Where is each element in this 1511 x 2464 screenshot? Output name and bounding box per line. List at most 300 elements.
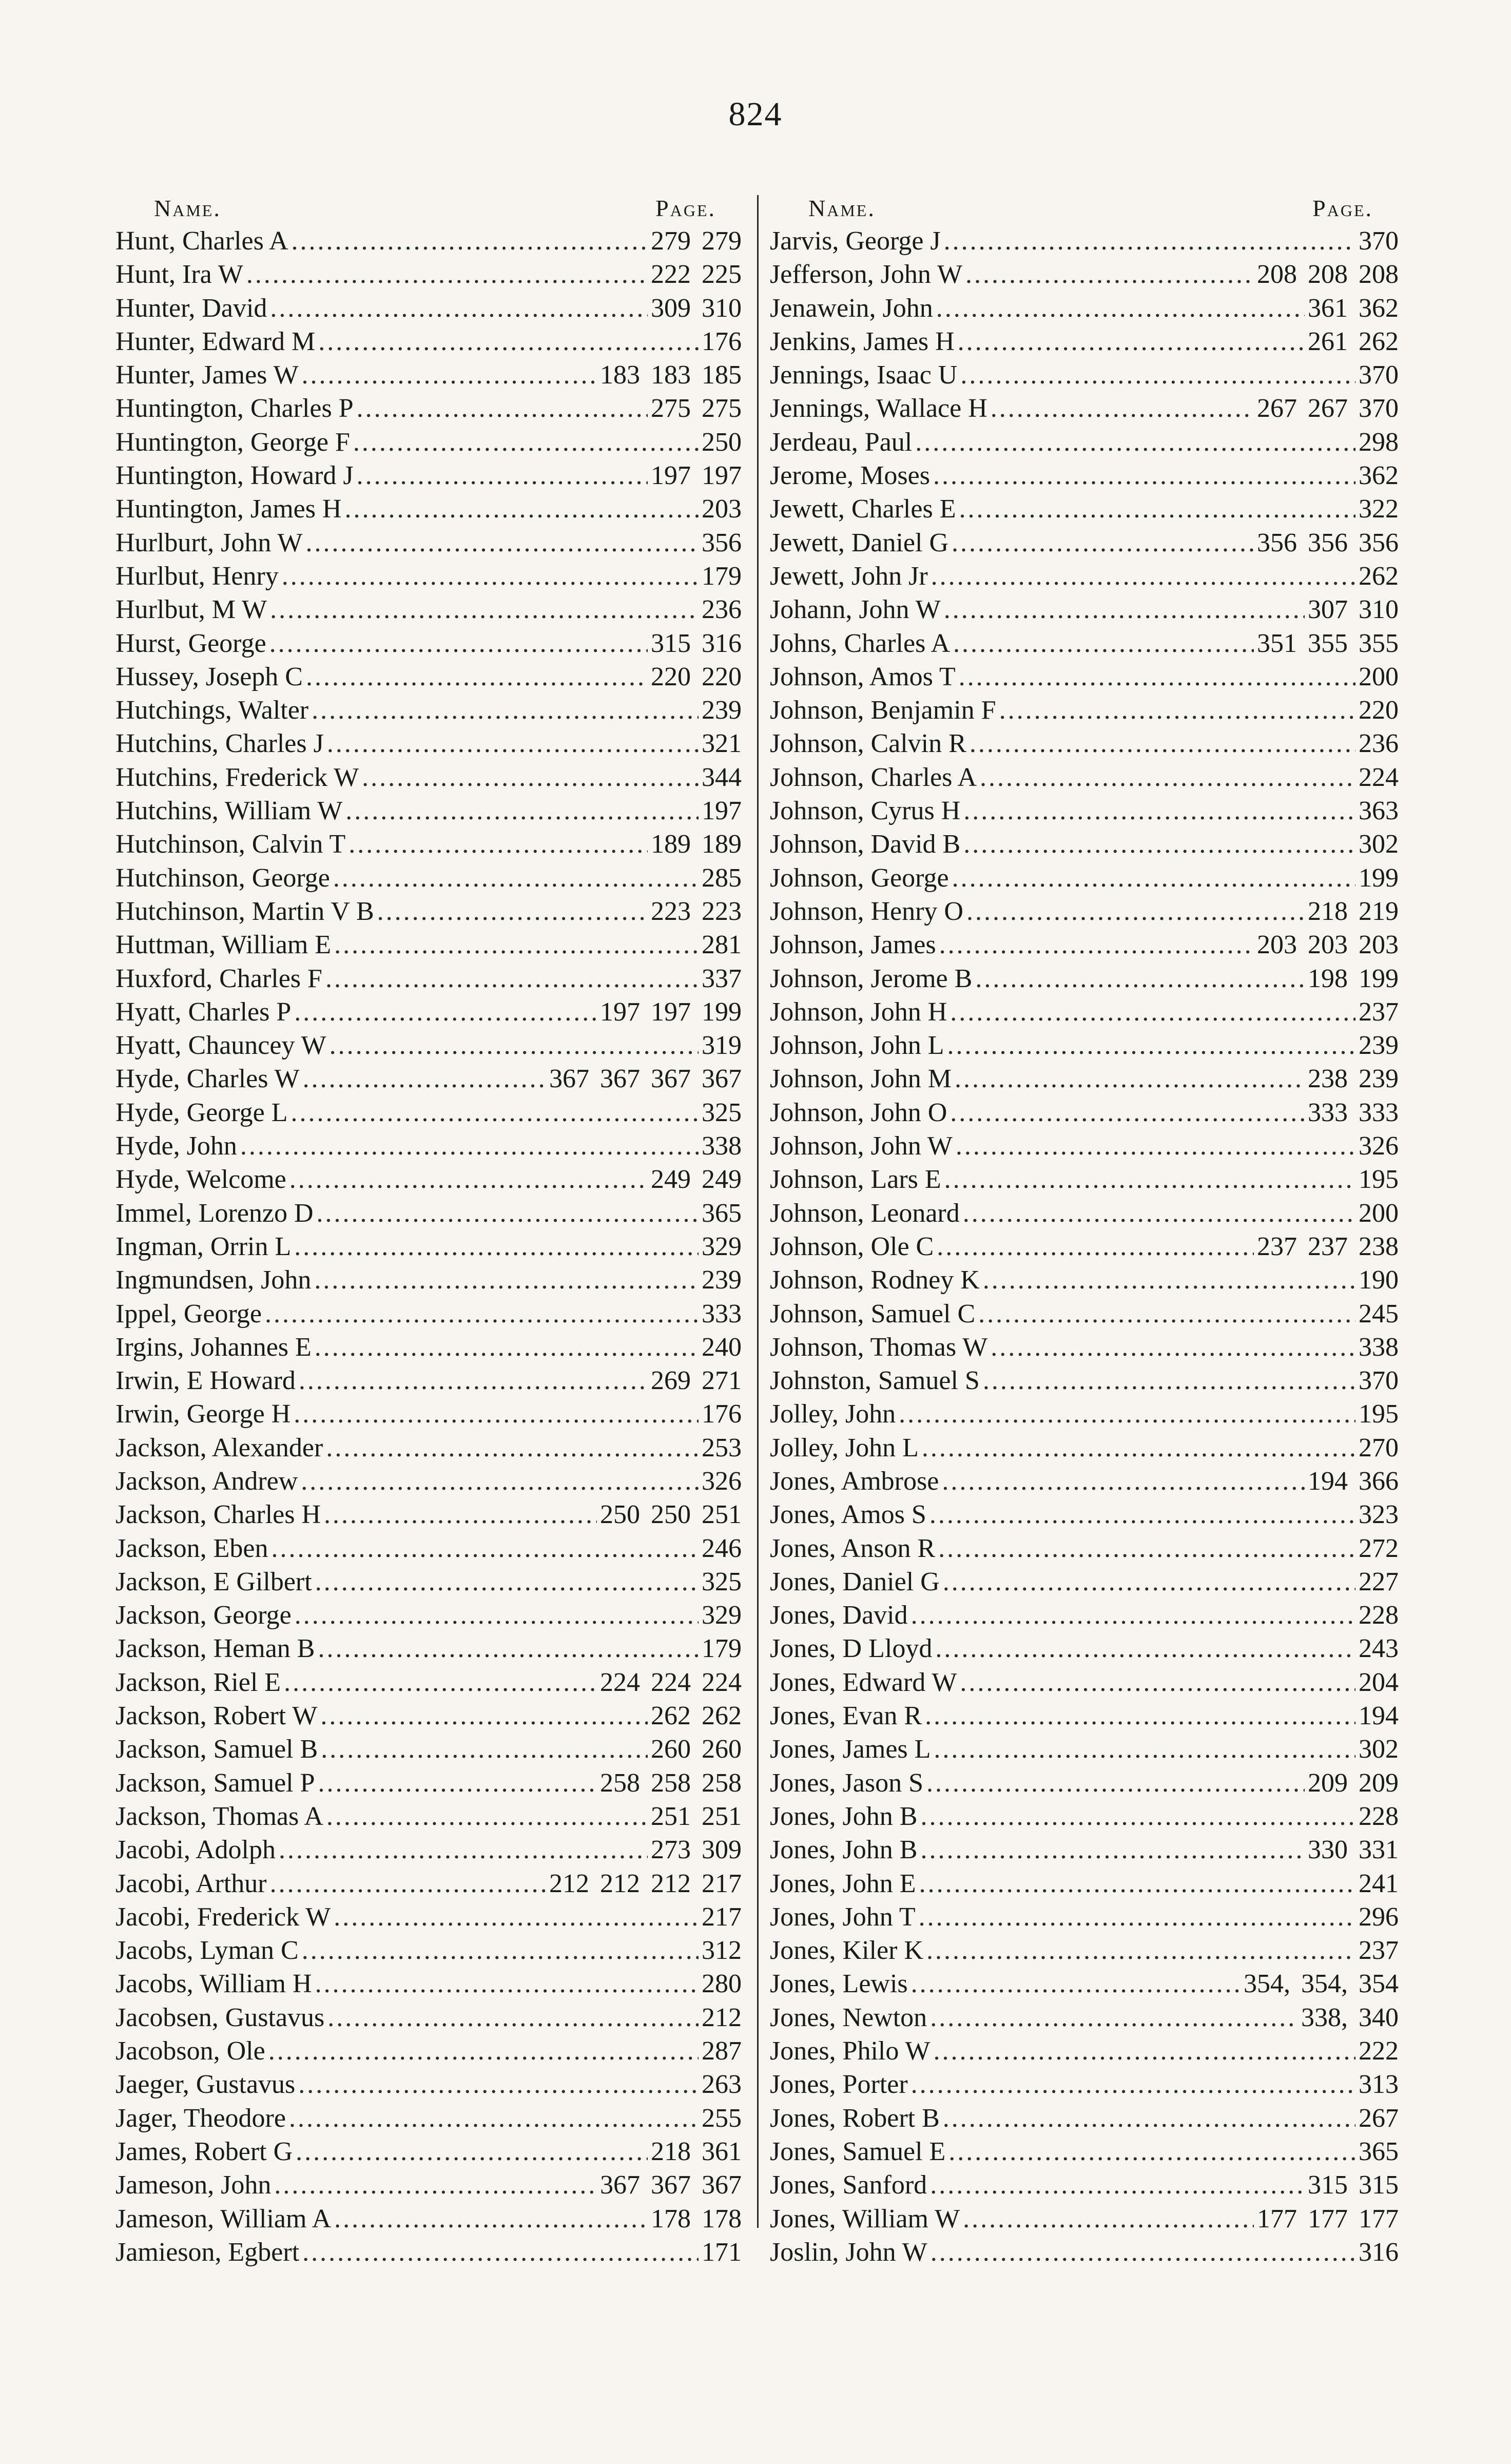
- entry-name: Jackson, George: [115, 1601, 292, 1630]
- index-entry: [770, 1532, 1399, 1565]
- index-entry: [115, 660, 742, 694]
- entry-pages: 194: [1359, 1701, 1399, 1731]
- index-entry: [770, 459, 1399, 492]
- entry-name: Johnson, John H: [770, 997, 947, 1027]
- index-entry: [115, 1900, 742, 1934]
- entry-pages: 312: [702, 1936, 742, 1966]
- entry-name: Jenkins, James H: [770, 326, 955, 356]
- dot-leader: [944, 224, 1355, 258]
- index-entry: [770, 1599, 1399, 1632]
- entry-name: Huntington, Howard J: [115, 461, 354, 491]
- index-entry: [770, 2068, 1399, 2101]
- index-entry: [770, 2001, 1399, 2034]
- entry-pages: 363: [1359, 796, 1399, 826]
- dot-leader: [357, 392, 648, 425]
- entry-name: Jacobi, Frederick W: [115, 1902, 331, 1932]
- entry-name: Hutchins, William W: [115, 796, 343, 826]
- entry-name: Johnson, Lars E: [770, 1165, 941, 1195]
- entry-name: Johnson, Samuel C: [770, 1299, 976, 1329]
- entry-pages: 218 219: [1308, 896, 1399, 926]
- dot-leader: [324, 1498, 597, 1531]
- entry-name: Huntington, George F: [115, 427, 350, 457]
- dot-leader: [975, 962, 1305, 995]
- index-entry: [115, 1062, 742, 1095]
- entry-name: Jones, Sanford: [770, 2170, 927, 2200]
- dot-leader: [320, 1699, 648, 1732]
- entry-pages: 296: [1359, 1902, 1399, 1932]
- entry-name: Jones, Philo W: [770, 2036, 931, 2066]
- entry-pages: 370: [1359, 1366, 1399, 1396]
- dot-leader: [963, 2202, 1254, 2236]
- index-entry: [770, 1867, 1399, 1900]
- index-entry: [770, 1666, 1399, 1699]
- entry-name: Immel, Lorenzo D: [115, 1198, 314, 1228]
- index-entry: [115, 459, 742, 492]
- index-entry: [770, 1062, 1399, 1095]
- entry-name: Jackson, Samuel P: [115, 1768, 315, 1798]
- dot-leader: [326, 1431, 699, 1465]
- entry-pages: 270: [1359, 1433, 1399, 1462]
- entry-pages: 203 203 203: [1257, 930, 1399, 960]
- index-entry: [770, 2168, 1399, 2202]
- dot-leader: [934, 2034, 1355, 2068]
- index-entry: [770, 1364, 1399, 1397]
- dot-leader: [931, 560, 1355, 593]
- entry-pages: 344: [702, 762, 742, 792]
- dot-leader: [925, 1699, 1355, 1732]
- dot-leader: [312, 694, 699, 727]
- entry-name: Jewett, Daniel G: [770, 528, 949, 557]
- entry-pages: 200: [1359, 1198, 1399, 1228]
- entry-pages: 209 209: [1308, 1768, 1399, 1798]
- entry-name: Jones, Newton: [770, 2003, 927, 2032]
- entry-name: Ingmundsen, John: [115, 1265, 312, 1295]
- entry-name: Jefferson, John W: [770, 260, 963, 290]
- entry-pages: 239: [702, 1265, 742, 1295]
- index-entry: [770, 292, 1399, 325]
- dot-leader: [952, 526, 1254, 560]
- entry-name: Jones, Porter: [770, 2070, 908, 2100]
- entry-pages: 200: [1359, 662, 1399, 691]
- entry-name: Hyde, John: [115, 1131, 237, 1161]
- entry-name: Hutchinson, George: [115, 863, 330, 893]
- index-entry: [115, 593, 742, 626]
- entry-name: Jones, John E: [770, 1869, 916, 1898]
- dot-leader: [357, 459, 648, 492]
- dot-leader: [943, 2102, 1355, 2135]
- dot-leader: [294, 995, 597, 1029]
- entry-name: Huntington, Charles P: [115, 394, 354, 424]
- entry-pages: 273 309: [651, 1835, 742, 1865]
- entry-name: Hutchins, Charles J: [115, 729, 324, 759]
- index-entry: [770, 2102, 1399, 2135]
- index-entry: [115, 492, 742, 526]
- index-entry: [770, 392, 1399, 425]
- entry-pages: 354, 354, 354: [1244, 1969, 1399, 1999]
- entry-name: Jacobson, Ole: [115, 2036, 265, 2066]
- index-entry: [115, 1364, 742, 1397]
- dot-leader: [963, 1197, 1355, 1230]
- index-entry: [115, 1632, 742, 1665]
- index-entry: [115, 1766, 742, 1800]
- entry-name: Jolley, John L: [770, 1433, 919, 1462]
- entry-pages: 302: [1359, 830, 1399, 859]
- entry-name: Jamieson, Egbert: [115, 2237, 300, 2267]
- entry-name: Jackson, E Gilbert: [115, 1567, 312, 1596]
- dot-leader: [291, 1096, 699, 1129]
- entry-pages: 272: [1359, 1533, 1399, 1563]
- entry-name: Jackson, Robert W: [115, 1701, 318, 1731]
- dot-leader: [333, 861, 699, 895]
- entry-name: Johnson, Charles A: [770, 762, 977, 792]
- index-entry: [115, 392, 742, 425]
- entry-name: Jackson, Samuel B: [115, 1735, 318, 1764]
- dot-leader: [353, 426, 699, 459]
- index-entry: [115, 1666, 742, 1699]
- index-entry: [770, 2202, 1399, 2236]
- index-entry: [770, 325, 1399, 358]
- dot-leader: [911, 2068, 1355, 2101]
- entry-name: Johnson, Rodney K: [770, 1265, 980, 1295]
- entry-pages: 356: [702, 528, 742, 557]
- index-entry: [770, 694, 1399, 727]
- entry-name: Jacobs, William H: [115, 1969, 312, 1999]
- index-entry: [115, 1230, 742, 1263]
- entry-name: Jones, Kiler K: [770, 1936, 923, 1966]
- index-entry: [770, 1934, 1399, 1967]
- entry-pages: 183 183 185: [600, 360, 742, 390]
- entry-pages: 237 237 238: [1257, 1231, 1399, 1261]
- entry-name: Hunt, Ira W: [115, 260, 243, 290]
- entry-name: Johnson, George: [770, 863, 949, 893]
- entry-name: Johnson, Benjamin F: [770, 696, 996, 725]
- dot-leader: [315, 1967, 699, 2000]
- dot-leader: [265, 1297, 699, 1331]
- dot-leader: [956, 1129, 1355, 1163]
- entry-name: Irwin, E Howard: [115, 1366, 296, 1396]
- entry-pages: 179: [702, 561, 742, 591]
- dot-leader: [296, 2135, 648, 2168]
- dot-leader: [991, 392, 1254, 425]
- entry-name: Jones, John B: [770, 1835, 918, 1865]
- entry-pages: 239: [702, 696, 742, 725]
- index-entry: [115, 827, 742, 861]
- dot-leader: [270, 1867, 546, 1900]
- dot-leader: [915, 426, 1355, 459]
- index-entry: [115, 1967, 742, 2000]
- index-entry: [770, 627, 1399, 660]
- entry-name: Hunter, David: [115, 293, 267, 323]
- entry-pages: 370: [1359, 360, 1399, 390]
- entry-pages: 178 178: [651, 2204, 742, 2234]
- dot-leader: [934, 1732, 1355, 1766]
- entry-name: Johnson, John M: [770, 1064, 952, 1094]
- entry-pages: 261 262: [1308, 326, 1399, 356]
- entry-pages: 236: [702, 595, 742, 625]
- entry-pages: 222 225: [651, 260, 742, 290]
- entry-name: Jennings, Wallace H: [770, 394, 987, 424]
- entry-pages: 263: [702, 2070, 742, 2100]
- index-entry: [770, 1732, 1399, 1766]
- entry-pages: 333 333: [1308, 1098, 1399, 1127]
- entry-pages: 326: [1359, 1131, 1399, 1161]
- entry-pages: 329: [702, 1231, 742, 1261]
- entry-pages: 323: [1359, 1500, 1399, 1530]
- index-entry: [115, 2068, 742, 2101]
- dot-leader: [318, 325, 699, 358]
- entry-name: Hurst, George: [115, 628, 266, 658]
- entry-pages: 362: [1359, 461, 1399, 491]
- dot-leader: [334, 2202, 648, 2236]
- entry-pages: 325: [702, 1098, 742, 1127]
- column-divider: [757, 195, 759, 2228]
- entry-pages: 243: [1359, 1634, 1399, 1664]
- entry-name: Hyatt, Chauncey W: [115, 1031, 326, 1061]
- entry-name: Huxford, Charles F: [115, 964, 322, 993]
- index-entry: [770, 962, 1399, 995]
- dot-leader: [279, 1833, 648, 1866]
- dot-leader: [302, 2236, 699, 2269]
- index-entry: [115, 694, 742, 727]
- index-entry: [770, 761, 1399, 794]
- entry-pages: 285: [702, 863, 742, 893]
- index-entry: [770, 1498, 1399, 1531]
- entry-pages: 217: [702, 1902, 742, 1932]
- entry-pages: 190: [1359, 1265, 1399, 1295]
- dot-leader: [321, 1732, 648, 1766]
- dot-leader: [306, 660, 648, 694]
- index-entry: [770, 258, 1399, 291]
- index-entry: [770, 426, 1399, 459]
- entry-name: Huttman, William E: [115, 930, 332, 960]
- entry-name: Hunter, James W: [115, 360, 299, 390]
- index-entry: [115, 224, 742, 258]
- dot-leader: [325, 962, 699, 995]
- dot-leader: [299, 1364, 648, 1397]
- index-entry: [770, 2135, 1399, 2168]
- entry-name: Johnson, John O: [770, 1098, 947, 1127]
- page-header: Page.: [1312, 195, 1373, 221]
- entry-name: Joslin, John W: [770, 2237, 927, 2267]
- entry-name: Hyde, George L: [115, 1098, 288, 1127]
- index-entry: [770, 492, 1399, 526]
- entry-pages: 203: [702, 494, 742, 524]
- entry-pages: 171: [702, 2237, 742, 2267]
- entry-pages: 302: [1359, 1735, 1399, 1764]
- entry-name: Johnson, John W: [770, 1131, 953, 1161]
- index-entry: [115, 1732, 742, 1766]
- index-entry: [115, 560, 742, 593]
- entry-name: Hussey, Joseph C: [115, 662, 303, 691]
- entry-name: Jackson, Eben: [115, 1533, 268, 1563]
- entry-pages: 319: [702, 1031, 742, 1061]
- entry-name: Jones, William W: [770, 2204, 960, 2234]
- entry-pages: 239: [1359, 1031, 1399, 1061]
- index-entry: [115, 1800, 742, 1833]
- index-entry: [770, 1565, 1399, 1599]
- entry-pages: 307 310: [1308, 595, 1399, 625]
- entry-pages: 315 315: [1308, 2170, 1399, 2200]
- entry-name: Jacobs, Lyman C: [115, 1936, 299, 1966]
- entry-pages: 250 250 251: [600, 1500, 742, 1530]
- entry-name: Jolley, John: [770, 1399, 896, 1429]
- entry-pages: 195: [1359, 1399, 1399, 1429]
- index-entry: [770, 827, 1399, 861]
- entry-name: Johnson, John L: [770, 1031, 944, 1061]
- entry-name: Hyde, Charles W: [115, 1064, 300, 1094]
- entry-pages: 367 367 367 367: [549, 1064, 742, 1094]
- entry-name: Jones, David: [770, 1601, 908, 1630]
- entry-pages: 315 316: [651, 628, 742, 658]
- dot-leader: [301, 1465, 699, 1498]
- entry-name: Jenawein, John: [770, 293, 933, 323]
- entry-pages: 177 177 177: [1257, 2204, 1399, 2234]
- entry-pages: 250: [702, 427, 742, 457]
- dot-leader: [942, 1465, 1305, 1498]
- index-entry: [115, 2135, 742, 2168]
- dot-leader: [919, 1900, 1355, 1934]
- index-entry: [770, 1465, 1399, 1498]
- entry-name: Hutchins, Frederick W: [115, 762, 359, 792]
- entry-pages: 189 189: [651, 830, 742, 859]
- entry-pages: 204: [1359, 1667, 1399, 1697]
- entry-name: Jacobi, Arthur: [115, 1869, 267, 1898]
- dot-leader: [270, 292, 648, 325]
- entry-pages: 218 361: [651, 2136, 742, 2166]
- entry-pages: 330 331: [1308, 1835, 1399, 1865]
- entry-name: Irwin, George H: [115, 1399, 291, 1429]
- entry-name: Jones, D Lloyd: [770, 1634, 933, 1664]
- dot-leader: [318, 1766, 597, 1800]
- entry-pages: 237: [1359, 1936, 1399, 1966]
- entry-name: Hunter, Edward M: [115, 326, 316, 356]
- index-entry: [115, 962, 742, 995]
- entry-pages: 245: [1359, 1299, 1399, 1329]
- entry-pages: 223 223: [651, 896, 742, 926]
- dot-leader: [314, 1263, 699, 1297]
- index-entry: [115, 1197, 742, 1230]
- index-entry: [770, 1632, 1399, 1665]
- entry-name: Jerdeau, Paul: [770, 427, 913, 457]
- entry-pages: 258 258 258: [600, 1768, 742, 1798]
- index-entry: [115, 1163, 742, 1196]
- index-entry: [115, 895, 742, 928]
- index-entry: [115, 1331, 742, 1364]
- entry-name: Jager, Theodore: [115, 2103, 286, 2133]
- index-entry: [115, 794, 742, 827]
- entry-name: Johann, John W: [770, 595, 941, 625]
- entry-pages: 275 275: [651, 394, 742, 424]
- dot-leader: [246, 258, 648, 291]
- entry-name: Jones, Evan R: [770, 1701, 922, 1731]
- entry-pages: 260 260: [651, 1735, 742, 1764]
- dot-leader: [950, 995, 1355, 1029]
- entry-pages: 316: [1359, 2237, 1399, 2267]
- dot-leader: [315, 1565, 699, 1599]
- entry-name: Jones, Daniel G: [770, 1567, 940, 1596]
- dot-leader: [345, 492, 699, 526]
- dot-leader: [318, 1632, 699, 1665]
- entry-pages: 228: [1359, 1801, 1399, 1831]
- entry-pages: 212 212 212 217: [549, 1869, 742, 1898]
- dot-leader: [295, 1599, 699, 1632]
- entry-pages: 227: [1359, 1567, 1399, 1596]
- index-entry: [115, 1867, 742, 1900]
- index-entry: [115, 1096, 742, 1129]
- dot-leader: [939, 928, 1254, 961]
- dot-leader: [240, 1129, 699, 1163]
- entry-pages: 237: [1359, 997, 1399, 1027]
- index-entry: [770, 1967, 1399, 2000]
- index-entry: [770, 794, 1399, 827]
- index-entry: [115, 325, 742, 358]
- dot-leader: [302, 358, 597, 392]
- index-entry: [770, 1397, 1399, 1431]
- index-entry: [770, 861, 1399, 895]
- entry-name: Hutchinson, Martin V B: [115, 896, 374, 926]
- dot-leader: [302, 1934, 699, 1967]
- index-entry: [770, 1833, 1399, 1866]
- entry-pages: 309 310: [651, 293, 742, 323]
- entry-name: Hutchings, Walter: [115, 696, 309, 725]
- entry-name: Jones, Ambrose: [770, 1466, 939, 1496]
- dot-leader: [960, 358, 1355, 392]
- dot-leader: [931, 2236, 1355, 2269]
- entry-name: Johnson, David B: [770, 830, 961, 859]
- dot-leader: [999, 694, 1355, 727]
- index-entry: [770, 1197, 1399, 1230]
- entry-name: Hutchinson, Calvin T: [115, 830, 346, 859]
- dot-leader: [960, 1666, 1355, 1699]
- entry-name: Johnson, Ole C: [770, 1231, 934, 1261]
- entry-name: Johnson, Calvin R: [770, 729, 966, 759]
- entry-pages: 179: [702, 1634, 742, 1664]
- entry-name: Ippel, George: [115, 1299, 262, 1329]
- index-entry: [115, 292, 742, 325]
- entry-name: Hunt, Charles A: [115, 226, 288, 256]
- entry-pages: 198 199: [1308, 964, 1399, 993]
- index-entry: [770, 727, 1399, 760]
- entry-name: Jones, Lewis: [770, 1969, 908, 1999]
- dot-leader: [334, 1900, 699, 1934]
- index-entry: [770, 224, 1399, 258]
- dot-leader: [271, 1532, 699, 1565]
- index-entry: [770, 2236, 1399, 2269]
- entry-name: Irgins, Johannes E: [115, 1332, 312, 1362]
- dot-leader: [938, 1532, 1355, 1565]
- page-number: 824: [728, 95, 783, 133]
- index-entry: [115, 358, 742, 392]
- index-entry: [770, 2034, 1399, 2068]
- index-entry: [115, 526, 742, 560]
- index-entry: [770, 1699, 1399, 1732]
- index-entry: [770, 1800, 1399, 1833]
- dot-leader: [282, 560, 699, 593]
- entry-pages: 338: [702, 1131, 742, 1161]
- entry-list-left: [115, 224, 742, 2269]
- dot-leader: [944, 593, 1305, 626]
- dot-leader: [963, 794, 1355, 827]
- index-entry: [115, 727, 742, 760]
- entry-name: Jackson, Alexander: [115, 1433, 323, 1462]
- entry-pages: 367 367 367: [600, 2170, 742, 2200]
- index-entry: [115, 1699, 742, 1732]
- entry-pages: 298: [1359, 427, 1399, 457]
- entry-list-right: [770, 224, 1399, 2269]
- dot-leader: [327, 2001, 699, 2034]
- dot-leader: [947, 1029, 1355, 1062]
- index-entry: [115, 1397, 742, 1431]
